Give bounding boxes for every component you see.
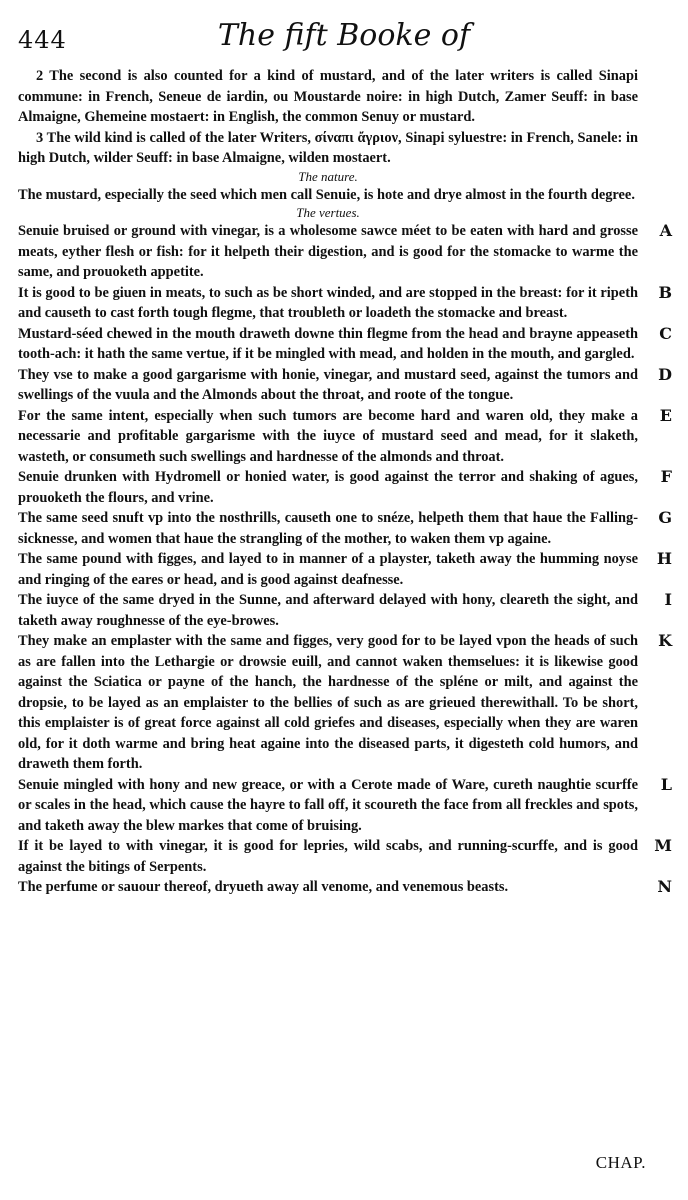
vertue-text: If it be layed to with vinegar, it is good for lepries, wild scabs, and running-scurffe, and is good against the bitings of Serpents.: [18, 838, 638, 875]
margin-letter: D: [658, 364, 672, 384]
margin-letter: M: [654, 836, 672, 855]
vertue-text: The same pound with figges, and layed to in manner of a playster, taketh away the humming noyse and ringing of the eares or head, and is good against deafnesse.: [18, 551, 638, 588]
vertue-entry-d: [18, 364, 672, 406]
vertue-entry-c: [18, 323, 672, 365]
vertues-heading: The vertues.: [296, 205, 360, 220]
catchword: CHAP.: [595, 1153, 646, 1172]
names-paragraph-3: 3 The wild kind is called of the later Writers, σίναπι ἄγριον, Sinapi syluestre: in French, Sanele: in high Dutch, wilder Seuff: in base Almaigne, wilden mostaert.: [18, 129, 638, 166]
vertue-text: Senuie drunken with Hydromell or honied water, is good against the terror and shaking of agues, prouoketh the flours, and vrine.: [18, 469, 638, 506]
vertue-entry-b: [18, 282, 672, 324]
running-head: The fift Booke of: [217, 18, 471, 53]
margin-letter: G: [658, 508, 672, 527]
margin-letter: K: [658, 631, 672, 650]
margin-letter: A: [659, 221, 672, 240]
vertue-text: The iuyce of the same dryed in the Sunne, and afterward delayed with hony, cleareth the sight, and taketh away roughnesse of the eye-browes.: [18, 592, 638, 629]
vertue-text: The same seed snuft vp into the nosthrills, causeth one to snéze, helpeth them that haue the Falling-sicknesse, and women that haue the strangling of the mother, to waken them vp againe.: [18, 510, 638, 547]
margin-letter: L: [660, 774, 672, 794]
vertue-entry-k: [18, 631, 672, 775]
margin-letter: I: [664, 590, 672, 609]
nature-heading: The nature.: [298, 168, 358, 184]
names-paragraph-2: 2 The second is also counted for a kind of mustard, and of the later writers is called Sinapi commune: in French, Seneue de iardin, ou Moustarde noire: in high Dutch, Zamer Seuff: in base Almaigne, Ghemeine mostaert: in English, the common Senuy or mustard.: [18, 68, 638, 125]
vertue-entry-h: [18, 549, 672, 590]
vertue-text: The perfume or sauour thereof, dryueth away all venome, and venemous beasts.: [18, 879, 509, 895]
vertue-entry-l: [18, 774, 672, 837]
page-number: 444: [18, 26, 67, 54]
margin-letter: B: [658, 282, 672, 302]
vertue-entry-e: [18, 405, 672, 468]
vertue-text: They vse to make a good gargarisme with honie, vinegar, and mustard seed, against the tumors and swellings of the vuula and the Almonds about the throat, and roote of the tongue.: [18, 366, 638, 403]
margin-letter: N: [657, 877, 672, 896]
vertue-entry-a: [18, 221, 672, 283]
vertue-text: Senuie bruised or ground with vinegar, is a wholesome sawce méet to be eaten with hard and grosse meats, eyther flesh or fish: for it helpeth their digestion, and is good for the stomacke to warme the same, and prouoketh appetite.: [18, 223, 638, 280]
vertue-text: Mustard-séed chewed in the mouth draweth downe thin flegme from the head and brayne appeaseth tooth-ach: it hath the same vertue, if it be mingled with mead, and holden in the mouth, and gargled.: [18, 325, 638, 362]
vertue-text: Senuie mingled with hony and new greace, or with a Cerote made of Ware, cureth naughtie scurffe or scales in the head, which cause the hayre to fall off, it scoureth the face from all freckles and spots, and taketh away the blew markes that come of bruising.: [18, 776, 638, 834]
nature-paragraph: The mustard, especially the seed which men call Senuie, is hote and drye almost in the fourth degree.: [18, 186, 635, 203]
vertue-entry-g: [18, 508, 672, 549]
margin-letter: F: [660, 467, 672, 486]
vertue-entry-m: [18, 836, 672, 877]
margin-letter: H: [656, 549, 672, 568]
margin-letter: E: [659, 405, 672, 425]
vertue-text: It is good to be giuen in meats, to such as be short winded, and are stopped in the breast: for it ripeth and causeth to cast forth tough flegme, that troubleth or loadeth the stomacke and breast.: [18, 284, 638, 321]
text-block: [18, 66, 672, 898]
vertue-entry-i: [18, 590, 672, 631]
vertue-entry-n: [18, 877, 672, 898]
vertue-text: They make an emplaster with the same and figges, very good for to be layed vpon the heads of such as are fallen into the Lethargie or drowsie euill, and cannot waken themselues: it is likewise good against the Sciatica or payne of the hanch, the hardnesse of the spléne or milt, and against the dropsie, to be layed as an emplaister to the bellies of such as are grieued therewithall. To be short, this emplaister is of great force against all cold griefes and diseases, especially when they are waren old, for it doth warme and bring heat againe into the diseased parts, it digesteth cold humors, and draweth them forth.: [18, 633, 638, 772]
margin-letter: C: [659, 323, 672, 343]
vertue-entry-f: [18, 467, 672, 508]
vertue-text: For the same intent, especially when such tumors are become hard and waren old, they make a necessarie and profitable gargarisme with the iuyce of mustard seed and mead, for it slaketh, wasteth, or consumeth such swellings and hardnesse of the almonds and throat.: [18, 407, 638, 465]
